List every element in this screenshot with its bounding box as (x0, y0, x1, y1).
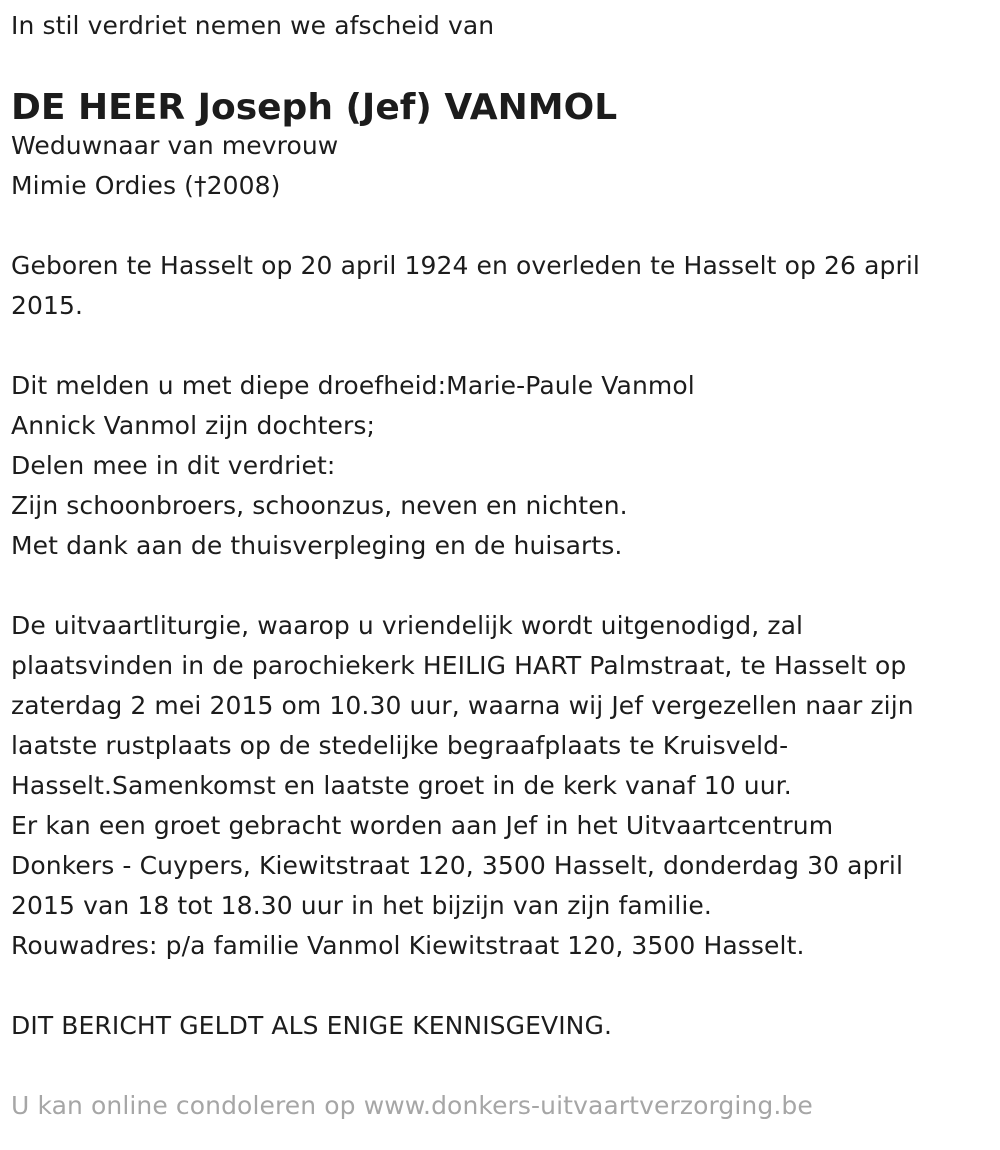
spacer (11, 1046, 986, 1086)
family-line: Dit melden u met diepe droefheid:Marie-Paule Vanmol (11, 371, 695, 400)
deceased-name: DE HEER Joseph (Jef) VANMOL (11, 87, 618, 128)
funeral-line: plaatsvinden in de parochiekerk HEILIG HART Palmstraat, te Hasselt op (11, 651, 907, 680)
family-line: Met dank aan de thuisverpleging en de huisarts. (11, 531, 623, 560)
family-line: Delen mee in dit verdriet: (11, 451, 336, 480)
funeral-line: Er kan een groet gebracht worden aan Jef in het Uitvaartcentrum (11, 811, 834, 840)
spacer (11, 326, 986, 366)
spacer (11, 206, 986, 246)
spouse-line-2: Mimie Ordies (†2008) (11, 171, 281, 200)
funeral-line: Hasselt.Samenkomst en laatste groet in de kerk vanaf 10 uur. (11, 771, 792, 800)
funeral-line: laatste rustplaats op de stedelijke begraafplaats te Kruisveld- (11, 731, 789, 760)
death-notice (11, 6, 986, 1126)
birth-death-line-1: Geboren te Hasselt op 20 april 1924 en overleden te Hasselt op 26 april (11, 251, 920, 280)
funeral-line: 2015 van 18 tot 18.30 uur in het bijzijn van zijn familie. (11, 891, 712, 920)
closing-statement: DIT BERICHT GELDT ALS ENIGE KENNISGEVING. (11, 1011, 612, 1040)
funeral-line: zaterdag 2 mei 2015 om 10.30 uur, waarna wij Jef vergezellen naar zijn (11, 691, 914, 720)
funeral-line: Donkers - Cuypers, Kiewitstraat 120, 3500 Hasselt, donderdag 30 april (11, 851, 904, 880)
funeral-line: De uitvaartliturgie, waarop u vriendelijk wordt uitgenodigd, zal (11, 611, 804, 640)
family-line: Annick Vanmol zijn dochters; (11, 411, 376, 440)
spacer (11, 566, 986, 606)
birth-death-line-2: 2015. (11, 291, 84, 320)
family-line: Zijn schoonbroers, schoonzus, neven en nichten. (11, 491, 628, 520)
mourning-address: Rouwadres: p/a familie Vanmol Kiewitstraat 120, 3500 Hasselt. (11, 931, 805, 960)
online-condolence-text: U kan online condoleren op www.donkers-uitvaartverzorging.be (11, 1091, 813, 1120)
spouse-line-1: Weduwnaar van mevrouw (11, 131, 339, 160)
spacer (11, 966, 986, 1006)
intro-text: In stil verdriet nemen we afscheid van (11, 11, 495, 40)
